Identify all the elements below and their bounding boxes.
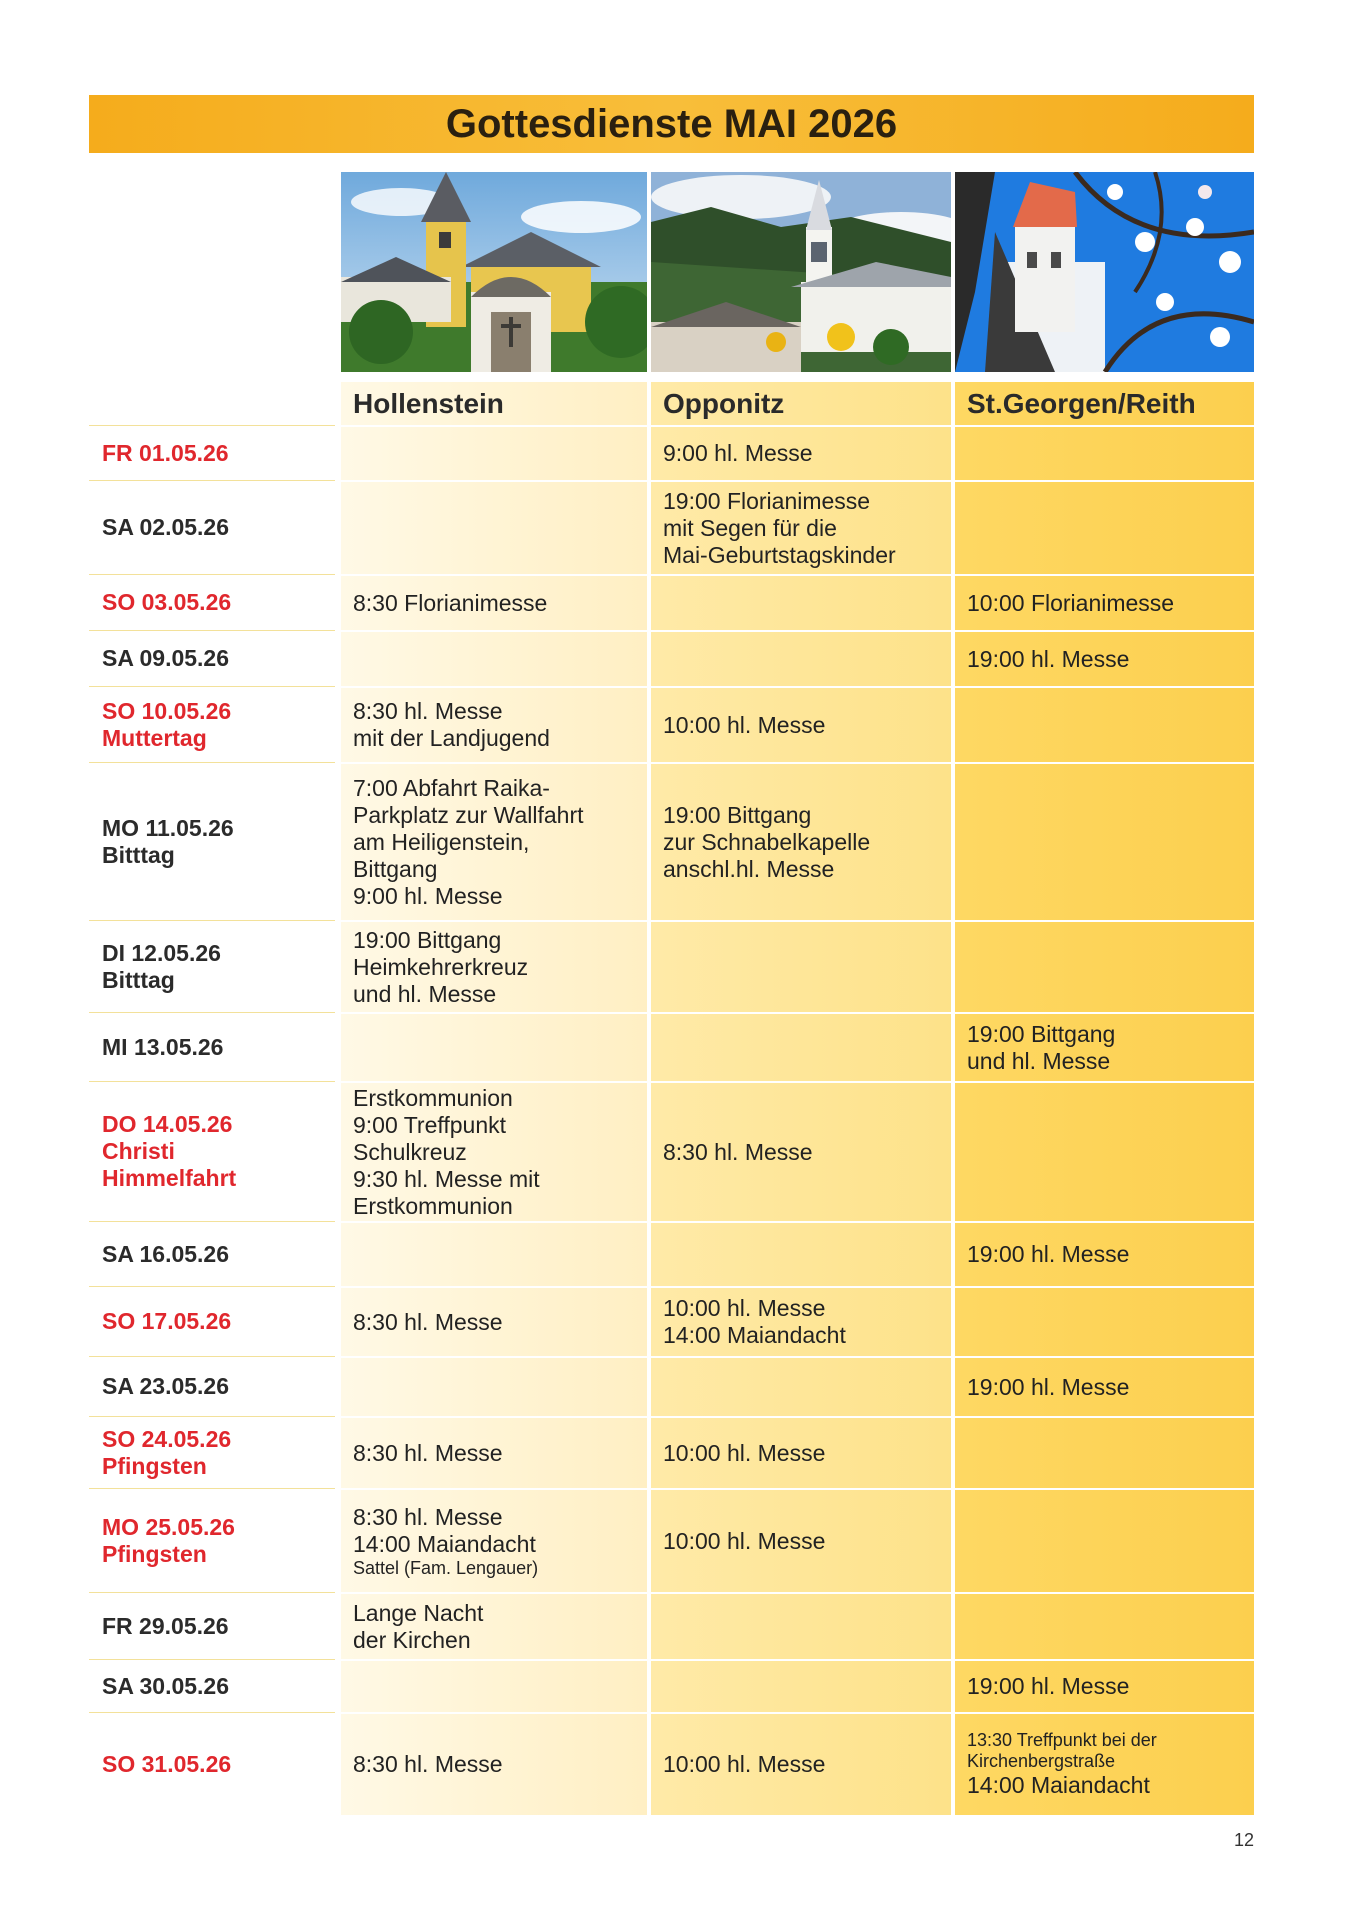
event-note: Sattel (Fam. Lengauer) [353, 1557, 539, 1578]
event-line: 8:30 hl. Messe [353, 1503, 503, 1530]
feast-label: Christi [102, 1138, 175, 1164]
date-label: DO 14.05.26 [102, 1111, 233, 1137]
row-date [89, 574, 335, 630]
row-date [89, 686, 335, 762]
photo-hollenstein-church [341, 172, 647, 372]
cell-opponitz [651, 1712, 951, 1815]
event-line: 19:00 Florianimesse [663, 487, 871, 514]
event-line: 7:00 Abfahrt Raika- [353, 774, 550, 801]
cell-stgeorgen [955, 630, 1254, 686]
event-line: 9:30 hl. Messe mit [353, 1165, 540, 1192]
cell-hollenstein [341, 1712, 647, 1815]
event-line: 8:30 hl. Messe [353, 698, 503, 724]
row-date [89, 425, 335, 480]
cell-hollenstein [341, 1356, 647, 1416]
event-line: 10:00 Florianimesse [967, 589, 1175, 616]
table-row [89, 1081, 1254, 1221]
event-line: Schulkreuz [353, 1138, 467, 1165]
table-row [89, 480, 1254, 574]
date-label: MI 13.05.26 [102, 1033, 224, 1060]
event-line: 8:30 hl. Messe [663, 1138, 813, 1165]
table-row [89, 1592, 1254, 1659]
date-label: SO 03.05.26 [102, 589, 232, 615]
cell-hollenstein [341, 480, 647, 574]
event-line: und hl. Messe [353, 980, 497, 1007]
table-row [89, 1012, 1254, 1081]
event-line: 9:00 hl. Messe [663, 440, 813, 466]
table-row [89, 574, 1254, 630]
cell-hollenstein [341, 920, 647, 1012]
date-label: SA 09.05.26 [102, 645, 230, 671]
feast-label: Bitttag [102, 966, 175, 993]
row-date [89, 1712, 335, 1815]
event-line: Lange Nacht [353, 1599, 484, 1626]
date-label: SO 17.05.26 [102, 1308, 232, 1334]
cell-opponitz [651, 686, 951, 762]
row-date [89, 1012, 335, 1081]
cell-hollenstein [341, 1286, 647, 1356]
date-label: DI 12.05.26 [102, 939, 221, 966]
cell-opponitz [651, 1286, 951, 1356]
cell-stgeorgen [955, 1081, 1254, 1221]
cell-opponitz [651, 425, 951, 480]
cell-stgeorgen [955, 574, 1254, 630]
cell-hollenstein [341, 762, 647, 920]
feast-label: Pfingsten [102, 1540, 207, 1567]
event-line: Erstkommunion [353, 1084, 513, 1111]
cell-hollenstein [341, 574, 647, 630]
date-label: SA 16.05.26 [102, 1240, 230, 1267]
cell-stgeorgen [955, 1286, 1254, 1356]
row-date [89, 1416, 335, 1488]
cell-opponitz [651, 1488, 951, 1592]
event-note: Kirchenbergstraße [967, 1751, 1116, 1771]
cell-stgeorgen [955, 1221, 1254, 1286]
column-header-hollenstein: Hollenstein [341, 382, 647, 425]
event-line: 10:00 hl. Messe [663, 1295, 826, 1321]
cell-hollenstein [341, 425, 647, 480]
table-row [89, 1221, 1254, 1286]
page-title: Gottesdienste MAI 2026 [445, 101, 898, 146]
row-date [89, 630, 335, 686]
event-line: Heimkehrerkreuz [353, 953, 529, 980]
photo-opponitz-church [651, 172, 951, 372]
table-row [89, 630, 1254, 686]
header-spacer [89, 382, 335, 425]
cell-hollenstein [341, 1592, 647, 1659]
event-line: 19:00 hl. Messe [967, 645, 1130, 672]
feast-label: Muttertag [102, 724, 207, 751]
schedule-table [89, 382, 1254, 1815]
event-line: 19:00 hl. Messe [967, 1241, 1130, 1267]
table-row [89, 686, 1254, 762]
event-line: 10:00 hl. Messe [663, 711, 826, 738]
photo-stgeorgen-church [955, 172, 1254, 372]
event-line: 14:00 Maiandacht [663, 1322, 846, 1348]
table-row [89, 920, 1254, 1012]
row-date [89, 1356, 335, 1416]
event-line: 14:00 Maiandacht [353, 1530, 536, 1557]
event-line: mit der Landjugend [353, 725, 550, 751]
cell-stgeorgen [955, 1659, 1254, 1712]
cell-stgeorgen [955, 1416, 1254, 1488]
row-date [89, 1488, 335, 1592]
table-row [89, 1712, 1254, 1815]
row-date [89, 1659, 335, 1712]
title-banner [89, 95, 1254, 153]
event-line: 8:30 Florianimesse [353, 589, 548, 616]
event-line: 9:00 hl. Messe [353, 882, 503, 909]
cell-hollenstein [341, 630, 647, 686]
row-date [89, 920, 335, 1012]
row-date [89, 1221, 335, 1286]
event-line: zur Schnabelkapelle [663, 828, 871, 855]
event-line: Erstkommunion [353, 1192, 513, 1219]
table-row [89, 1659, 1254, 1712]
row-date [89, 1286, 335, 1356]
feast-label: Pfingsten [102, 1452, 207, 1479]
event-line: und hl. Messe [967, 1047, 1111, 1074]
cell-stgeorgen [955, 480, 1254, 574]
cell-stgeorgen [955, 762, 1254, 920]
cell-stgeorgen [955, 920, 1254, 1012]
event-line: 10:00 hl. Messe [663, 1527, 826, 1554]
event-line: 19:00 hl. Messe [967, 1373, 1130, 1400]
table-row [89, 762, 1254, 920]
cell-opponitz [651, 1012, 951, 1081]
date-label: SO 10.05.26 [102, 697, 232, 724]
event-line: 8:30 hl. Messe [353, 1751, 503, 1777]
event-line: 19:00 Bittgang [663, 801, 812, 828]
cell-stgeorgen [955, 1012, 1254, 1081]
cell-opponitz [651, 574, 951, 630]
cell-opponitz [651, 1081, 951, 1221]
event-line: 9:00 Treffpunkt [353, 1111, 507, 1138]
cell-opponitz [651, 1659, 951, 1712]
table-row [89, 1488, 1254, 1592]
table-row [89, 1286, 1254, 1356]
event-line: der Kirchen [353, 1626, 471, 1653]
cell-opponitz [651, 1356, 951, 1416]
event-note: 13:30 Treffpunkt bei der [967, 1730, 1157, 1750]
page-number: 12 [1234, 1830, 1255, 1850]
event-line: 8:30 hl. Messe [353, 1308, 503, 1335]
event-line: 8:30 hl. Messe [353, 1439, 503, 1466]
cell-hollenstein [341, 686, 647, 762]
date-label: SA 23.05.26 [102, 1373, 230, 1399]
event-line: anschl.hl. Messe [663, 855, 835, 882]
event-line: 10:00 hl. Messe [663, 1751, 826, 1777]
cell-opponitz [651, 480, 951, 574]
cell-hollenstein [341, 1081, 647, 1221]
event-line: Mai-Geburtstagskinder [663, 541, 896, 568]
cell-hollenstein [341, 1221, 647, 1286]
cell-opponitz [651, 762, 951, 920]
cell-hollenstein [341, 1488, 647, 1592]
cell-hollenstein [341, 1659, 647, 1712]
event-line: Parkplatz zur Wallfahrt [353, 801, 584, 828]
date-label: SO 24.05.26 [102, 1425, 232, 1452]
cell-hollenstein [341, 1012, 647, 1081]
date-label: SA 02.05.26 [102, 514, 230, 540]
cell-opponitz [651, 920, 951, 1012]
table-header-row [89, 382, 1254, 425]
event-line: 19:00 Bittgang [353, 926, 502, 953]
row-date [89, 1592, 335, 1659]
date-label: MO 25.05.26 [102, 1513, 235, 1540]
column-header-stgeorgen: St.Georgen/Reith [955, 382, 1254, 425]
column-header-opponitz: Opponitz [651, 382, 951, 425]
event-line: 19:00 hl. Messe [967, 1673, 1130, 1699]
feast-label: Bitttag [102, 841, 175, 868]
event-line: am Heiligenstein, [353, 828, 530, 855]
cell-opponitz [651, 1592, 951, 1659]
date-label: MO 11.05.26 [102, 814, 234, 841]
event-line: 10:00 hl. Messe [663, 1439, 826, 1466]
feast-label: Himmelfahrt [102, 1165, 237, 1191]
cell-opponitz [651, 630, 951, 686]
row-date [89, 1081, 335, 1221]
date-label: FR 29.05.26 [102, 1612, 229, 1639]
cell-stgeorgen [955, 1592, 1254, 1659]
cell-stgeorgen [955, 1712, 1254, 1815]
cell-stgeorgen [955, 1488, 1254, 1592]
cell-stgeorgen [955, 686, 1254, 762]
event-line: Bittgang [353, 855, 438, 882]
table-row [89, 1416, 1254, 1488]
date-label: SO 31.05.26 [102, 1750, 232, 1777]
row-date [89, 480, 335, 574]
table-row [89, 1356, 1254, 1416]
cell-opponitz [651, 1416, 951, 1488]
date-label: SA 30.05.26 [102, 1672, 230, 1699]
cell-stgeorgen [955, 1356, 1254, 1416]
row-date [89, 762, 335, 920]
table-row [89, 425, 1254, 480]
cell-opponitz [651, 1221, 951, 1286]
event-line: 19:00 Bittgang [967, 1020, 1116, 1047]
event-line: 14:00 Maiandacht [967, 1772, 1150, 1798]
event-line: mit Segen für die [663, 514, 837, 541]
cell-stgeorgen [955, 425, 1254, 480]
date-label: FR 01.05.26 [102, 439, 229, 466]
cell-hollenstein [341, 1416, 647, 1488]
